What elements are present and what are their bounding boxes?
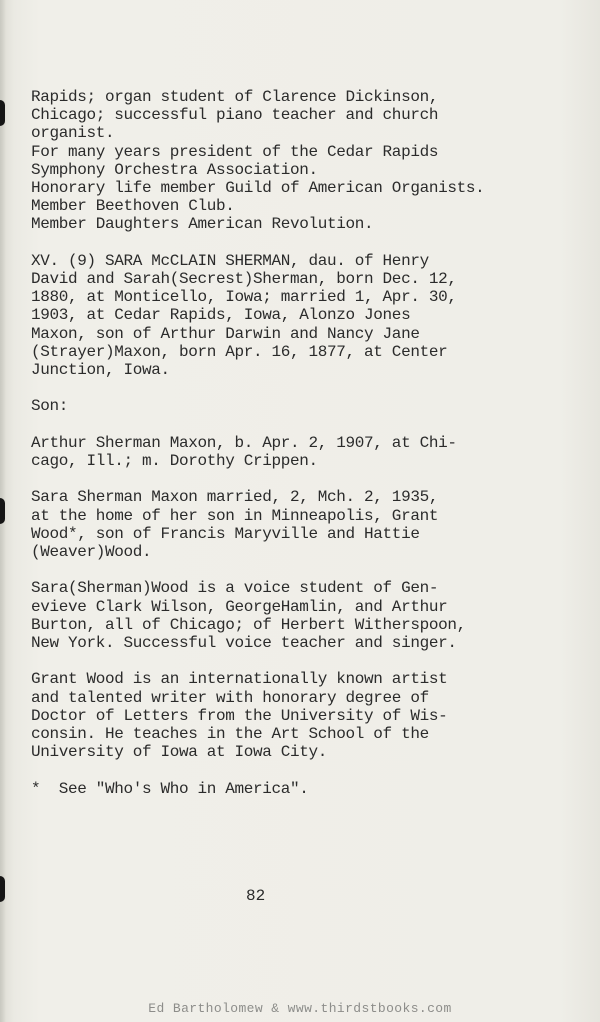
paragraph-gap: [31, 379, 576, 397]
watermark: Ed Bartholomew & www.thirdstbooks.com: [148, 1001, 452, 1016]
text-line: Wood*, son of Francis Maryville and Hattie: [31, 524, 420, 543]
text-line: Symphony Orchestra Association.: [31, 160, 318, 179]
text-line: * See "Who's Who in America".: [31, 779, 309, 798]
binding-hole: [0, 876, 5, 902]
paragraph: [31, 143, 576, 179]
paragraph: [31, 252, 576, 379]
text-line: 1880, at Monticello, Iowa; married 1, Apr. 30,: [31, 288, 457, 307]
text-line: at the home of her son in Minneapolis, Grant: [31, 506, 439, 525]
text-line: Sara Sherman Maxon married, 2, Mch. 2, 1935,: [31, 488, 439, 507]
paragraph: [31, 179, 576, 197]
text-line: evieve Clark Wilson, GeorgeHamlin, and Arthur: [31, 597, 448, 616]
text-line: (Weaver)Wood.: [31, 543, 152, 562]
text-line: Chicago; successful piano teacher and church: [31, 106, 439, 125]
paragraph: [31, 488, 576, 561]
text-line: University of Iowa at Iowa City.: [31, 743, 328, 762]
text-line: Junction, Iowa.: [31, 361, 170, 380]
text-line: Sara(Sherman)Wood is a voice student of Gen-: [31, 579, 439, 598]
paragraph-gap: [31, 416, 576, 434]
binding-hole: [0, 100, 5, 126]
paragraph: [31, 215, 576, 233]
text-line: and talented writer with honorary degree of: [31, 688, 429, 707]
paragraph: [31, 670, 576, 761]
text-line: David and Sarah(Secrest)Sherman, born Dec. 12,: [31, 270, 457, 289]
text-line: Rapids; organ student of Clarence Dickinson,: [31, 88, 439, 106]
paragraph-gap: [31, 470, 576, 488]
paragraph-gap: [31, 234, 576, 252]
text-line: Son:: [31, 397, 69, 416]
text-line: cago, Ill.; m. Dorothy Crippen.: [31, 452, 318, 471]
text-line: 1903, at Cedar Rapids, Iowa, Alonzo Jones: [31, 306, 411, 325]
text-line: XV. (9) SARA McCLAIN SHERMAN, dau. of Henry: [31, 251, 429, 270]
text-line: Arthur Sherman Maxon, b. Apr. 2, 1907, at Chi-: [31, 433, 457, 452]
text-line: consin. He teaches in the Art School of the: [31, 725, 429, 744]
paragraph: [31, 780, 576, 798]
text-line: Maxon, son of Arthur Darwin and Nancy Jane: [31, 324, 420, 343]
text-line: New York. Successful voice teacher and singer.: [31, 634, 457, 653]
text-line: Doctor of Letters from the University of Wis-: [31, 706, 448, 725]
text-line: Member Beethoven Club.: [31, 197, 235, 216]
paragraph: [31, 434, 576, 470]
paragraph: [31, 197, 576, 215]
page-number: 82: [246, 887, 266, 905]
text-line: Burton, all of Chicago; of Herbert Witherspoon,: [31, 615, 466, 634]
paragraph-gap: [31, 561, 576, 579]
paragraph-gap: [31, 652, 576, 670]
text-line: organist.: [31, 124, 115, 143]
text-line: Grant Wood is an internationally known artist: [31, 670, 448, 689]
paragraph: [31, 88, 576, 143]
paragraph: [31, 397, 576, 415]
binding-hole: [0, 498, 5, 524]
text-line: (Strayer)Maxon, born Apr. 16, 1877, at Center: [31, 342, 448, 361]
text-line: Honorary life member Guild of American Organists.: [31, 179, 485, 198]
paragraph-gap: [31, 761, 576, 779]
text-line: For many years president of the Cedar Rapids: [31, 142, 439, 161]
paragraph: [31, 579, 576, 652]
document-body: [31, 88, 576, 798]
text-line: Member Daughters American Revolution.: [31, 215, 374, 234]
